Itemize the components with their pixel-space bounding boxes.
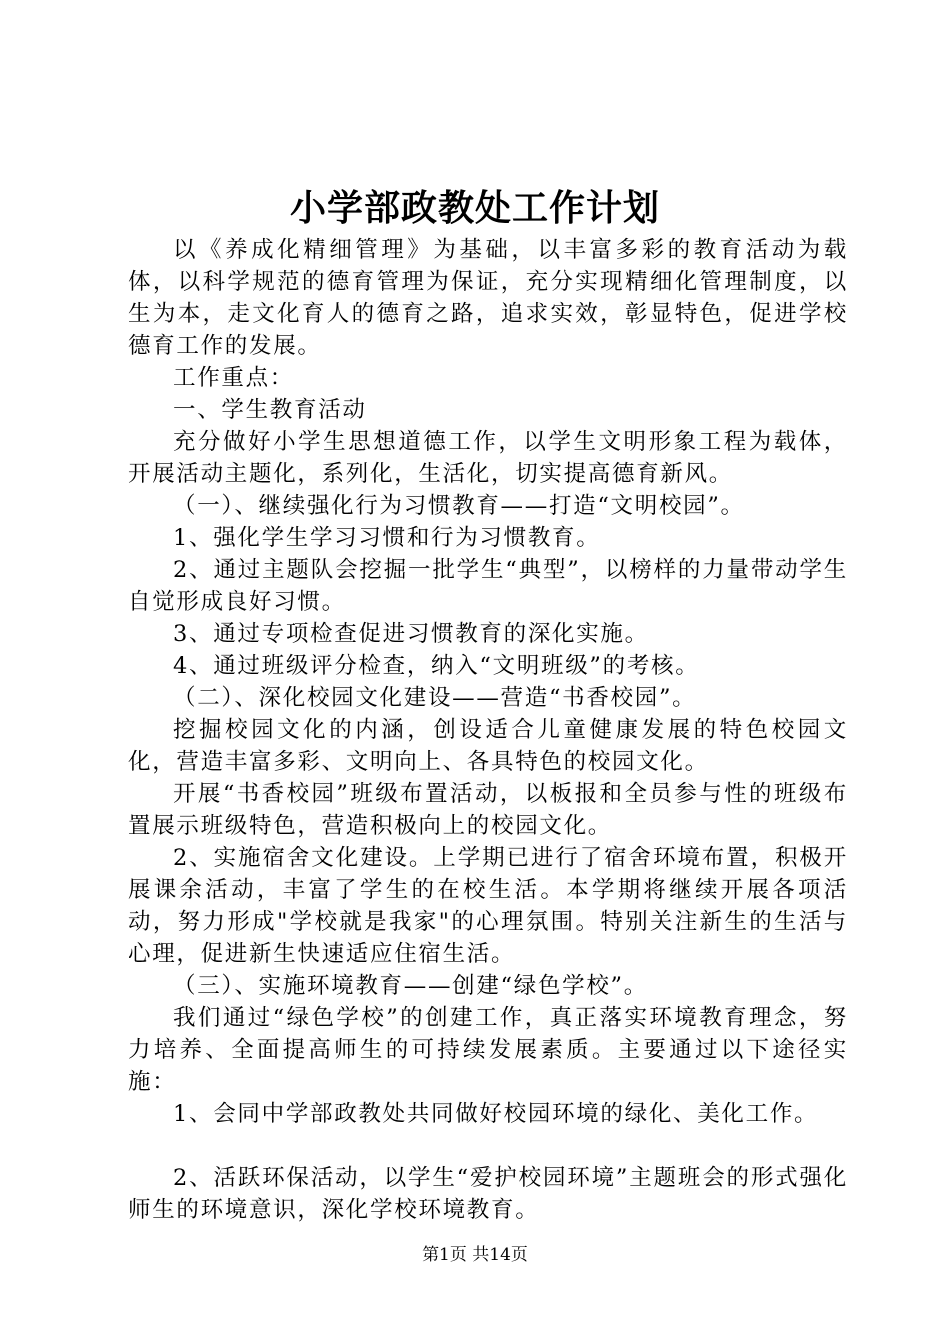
subheading-green-school: （三）、实施环境教育——创建“绿色学校”。 — [173, 973, 648, 999]
paragraph-green-school: 我们通过“绿色学校”的创建工作，真正落实环境教育理念，努力培养、全面提高师生的可持续发展素质。主要通过以下途径实施： — [128, 1005, 848, 1095]
paragraph-work-focus: 工作重点： — [173, 365, 295, 391]
page-footer: 第1页 共14页 — [422, 1245, 528, 1265]
paragraph-dorm-culture: 2、实施宿舍文化建设。上学期已进行了宿舍环境布置，积极开展课余活动，丰富了学生的在校生活。本学期将继续开展各项活动，努力形成"学校就是我家"的心理氛围。特别关注新生的生活与心理，促进新生快速适应住宿生活。 — [128, 845, 848, 967]
list-item-1: 1、强化学生学习习惯和行为习惯教育。 — [173, 525, 601, 551]
list-item-4: 4、通过班级评分检查，纳入“文明班级”的考核。 — [173, 653, 700, 679]
green-list-item-2: 2、活跃环保活动，以学生“爱护校园环境”主题班会的形式强化师生的环境意识，深化学校环境教育。 — [128, 1165, 848, 1223]
paragraph-spacer — [128, 1130, 848, 1162]
list-item-3: 3、通过专项检查促进习惯教育的深化实施。 — [173, 621, 649, 647]
paragraph-class-decoration: 开展“书香校园”班级布置活动，以板报和全员参与性的班级布置展示班级特色，营造积极向上的校园文化。 — [128, 781, 848, 839]
subheading-scholarly-campus: （二）、深化校园文化建设——营造“书香校园”。 — [173, 685, 697, 711]
heading-student-activities: 一、学生教育活动 — [173, 397, 367, 423]
document-title: 小学部政教处工作计划 — [289, 187, 660, 229]
subheading-civilized-campus: （一）、继续强化行为习惯教育——打造“文明校园”。 — [173, 493, 745, 519]
paragraph-intro: 以《养成化精细管理》为基础，以丰富多彩的教育活动为载体，以科学规范的德育管理为保证，充分实现精细化管理制度，以生为本，走文化育人的德育之路，追求实效，彰显特色，促进学校德育工作的发展。 — [128, 237, 848, 359]
green-list-item-1: 1、会同中学部政教处共同做好校园环境的绿化、美化工作。 — [173, 1101, 819, 1127]
paragraph-moral-work: 充分做好小学生思想道德工作，以学生文明形象工程为载体，开展活动主题化，系列化，生活化，切实提高德育新风。 — [128, 429, 848, 487]
paragraph-campus-culture: 挖掘校园文化的内涵，创设适合儿童健康发展的特色校园文化，营造丰富多彩、文明向上、各具特色的校园文化。 — [128, 717, 848, 775]
list-item-2: 2、通过主题队会挖掘一批学生“典型”，以榜样的力量带动学生自觉形成良好习惯。 — [128, 557, 848, 615]
document-body — [128, 234, 848, 1226]
